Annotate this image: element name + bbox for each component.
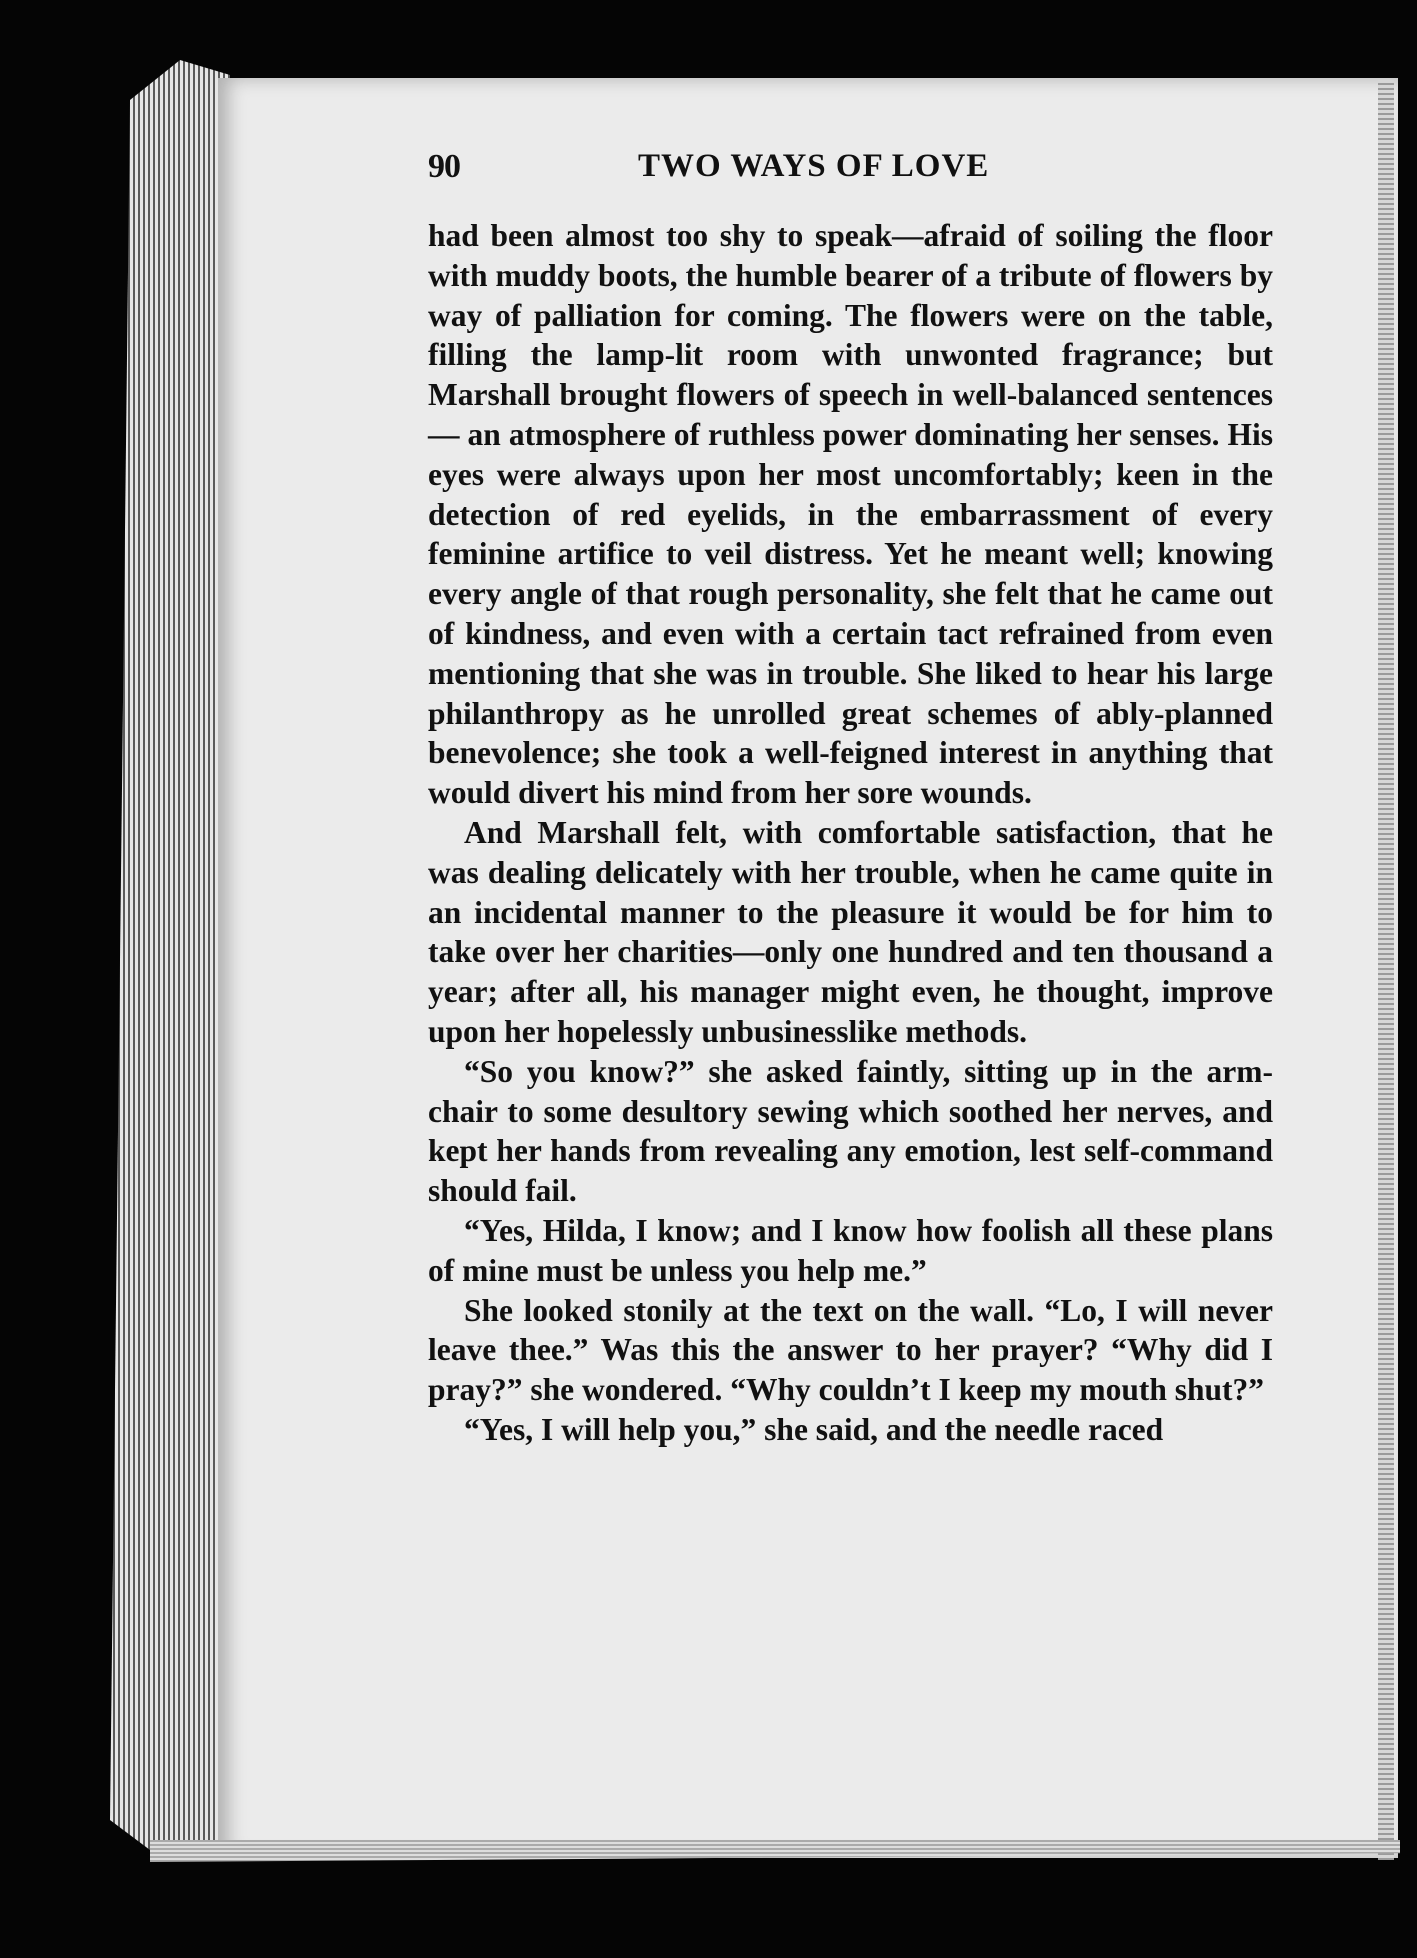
running-head — [428, 148, 1268, 198]
paragraph-1: had been almost too shy to speak—afraid of soiling the floor with muddy boots, the humble bearer of a tribute of flowers by way of palliation for coming. The flowers were on the table, filling the lamp-lit room with unwonted fragrance; but Marshall brought flowers of speech in well-balanced sentences — an atmosphere of ruthless power dominating her senses. His eyes were always upon her most uncomfortably; keen in the detection of red eyelids, in the embarrassment of every feminine artifice to veil distress. Yet he meant well; knowing every angle of that rough personality, she felt that he came out of kindness, and even with a certain tact refrained from even mentioning that she was in trouble. She liked to hear his large philanthropy as he unrolled great schemes of ably-planned benevolence; she took a well-feigned interest in anything that would divert his mind from her sore wounds. — [428, 218, 1273, 811]
body-text — [428, 216, 1273, 1450]
book-page-edges — [110, 60, 230, 1860]
paragraph-5: She looked stonily at the text on the wall. “Lo, I will never leave thee.” Was this the answer to her prayer? “Why did I pray?” she wondered. “Why couldn’t I keep my mouth shut?” — [428, 1292, 1273, 1408]
page-number: 90 — [428, 148, 460, 185]
paragraph-2: And Marshall felt, with comfortable satisfaction, that he was dealing delicately with her trouble, when he came quite in an incidental manner to the pleasure it would be for him to take over her charities—only one hundred and ten thousand a year; after all, his manager might even, he thought, improve upon her hopelessly unbusinesslike methods. — [428, 814, 1273, 1049]
page-right-edge — [1378, 80, 1394, 1860]
paragraph-6: “Yes, I will help you,” she said, and the needle raced — [464, 1411, 1164, 1447]
paragraph-4: “Yes, Hilda, I know; and I know how foolish all these plans of mine must be unless you help me.” — [428, 1212, 1273, 1288]
page-bottom-edge — [150, 1840, 1400, 1862]
paragraph-3: “So you know?” she asked faintly, sitting up in the arm-chair to some desultory sewing which soothed her nerves, and kept her hands from revealing any emotion, lest self-command should fail. — [428, 1053, 1273, 1209]
book-title: TWO WAYS OF LOVE — [638, 148, 990, 184]
